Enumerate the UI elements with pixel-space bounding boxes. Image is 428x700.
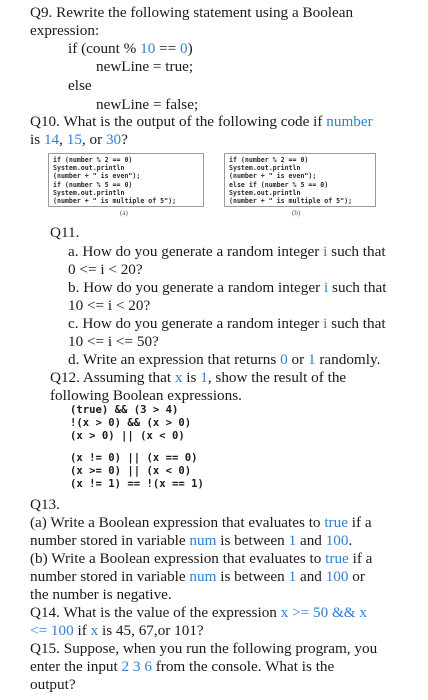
q9-if-line: if (count % 10 == 0)	[68, 40, 193, 57]
q13-title: Q13.	[30, 496, 60, 513]
q12-expr-6: (x != 1) == !(x == 1)	[70, 478, 204, 490]
q13-a-line1: (a) Write a Boolean expression that evaluates to true if a	[30, 514, 372, 531]
q12-expr-4: (x != 0) || (x == 0)	[70, 452, 198, 464]
q9-newline-true: newLine = true;	[96, 58, 194, 75]
code-b-line-1: if (number % 2 == 0)	[229, 156, 309, 164]
q10-caption-b: (b)	[292, 209, 301, 217]
q11-a-line1: a. How do you generate a random integer i such that	[68, 243, 386, 260]
q9-title-cont: expression:	[30, 22, 100, 39]
q10-code-b	[224, 153, 376, 207]
q12-expr-1: (true) && (3 > 4)	[70, 404, 179, 416]
code-a-line-1: if (number % 2 == 0)	[53, 156, 133, 164]
q13-a-line2: number stored in variable num is between 1 and 100.	[30, 532, 353, 549]
q12-expr-5: (x >= 0) || (x < 0)	[70, 465, 192, 477]
q11-title: Q11.	[50, 224, 80, 241]
q9-newline-false: newLine = false;	[96, 96, 199, 113]
q14-line1: Q14. What is the value of the expression x >= 50 && x	[30, 604, 368, 621]
q15-line1: Q15. Suppose, when you run the following program, you	[30, 640, 378, 657]
q11-b-line1: b. How do you generate a random integer i such that	[68, 279, 387, 296]
q9-title: Q9. Rewrite the following statement using a Boolean	[30, 4, 354, 21]
q11-c-line2: 10 <= i <= 50?	[68, 333, 159, 350]
q15-line2: enter the input 2 3 6 from the console. What is the	[30, 658, 335, 675]
q10-line1: Q10. What is the output of the following code if number	[30, 113, 373, 130]
q13-b-line2: number stored in variable num is between 1 and 100 or	[30, 568, 365, 585]
code-a-line-2: System.out.println	[53, 164, 125, 173]
code-a-line-5: System.out.println	[53, 188, 125, 197]
code-a-line-3: (number + " is even");	[53, 172, 141, 181]
q14-line2: <= 100 if x is 45, 67,or 101?	[30, 622, 204, 639]
q12-line1: Q12. Assuming that x is 1, show the result of the	[50, 369, 347, 386]
q10-caption-a: (a)	[120, 209, 128, 217]
q11-a-line2: 0 <= i < 20?	[68, 261, 143, 278]
code-b-line-3: (number + " is even");	[229, 172, 317, 181]
q11-d-line: d. Write an expression that returns 0 or 1 randomly.	[68, 351, 381, 368]
q13-b-line3: the number is negative.	[30, 586, 172, 603]
q12-expressions	[70, 404, 270, 494]
q11-b-line2: 10 <= i < 20?	[68, 297, 151, 314]
q12-expr-2: !(x > 0) && (x > 0)	[70, 417, 192, 429]
q11-c-line1: c. How do you generate a random integer i such that	[68, 315, 386, 332]
code-a-line-4: if (number % 5 == 0)	[53, 180, 133, 189]
q10-code-a	[48, 153, 204, 207]
q15-line3: output?	[30, 676, 76, 693]
code-b-line-5: System.out.println	[229, 188, 301, 197]
q10-line2: is 14, 15, or 30?	[30, 131, 128, 148]
code-b-line-2: System.out.println	[229, 164, 301, 173]
q12-line2: following Boolean expressions.	[50, 387, 242, 404]
code-b-line-6: (number + " is multiple of 5");	[229, 197, 353, 205]
code-a-line-6: (number + " is multiple of 5");	[53, 197, 177, 205]
q13-b-line1: (b) Write a Boolean expression that evaluates to true if a	[30, 550, 373, 567]
q9-else: else	[68, 77, 92, 94]
q12-expr-3: (x > 0) || (x < 0)	[70, 430, 185, 442]
code-b-line-4: else if (number % 5 == 0)	[229, 180, 329, 189]
